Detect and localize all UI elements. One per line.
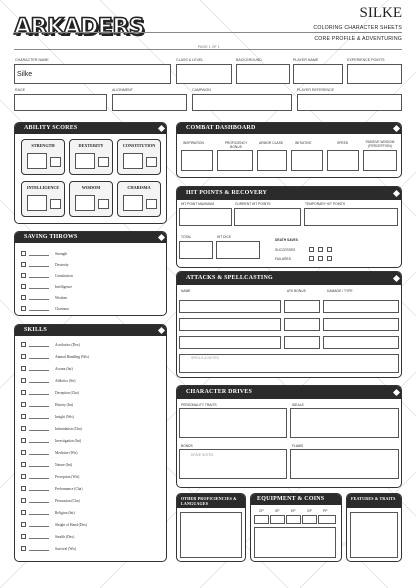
coin-pp-label: PP: [323, 509, 328, 513]
saving-throw-label: Wisdom: [55, 296, 68, 300]
skill-label: Intimidation (Cha): [55, 427, 82, 431]
skill-mod[interactable]: [29, 509, 49, 515]
saving-throw-mod[interactable]: [29, 261, 49, 267]
attack-name-field[interactable]: [179, 300, 281, 313]
death-success-1[interactable]: [309, 247, 314, 252]
skill-mod[interactable]: [29, 341, 49, 347]
saving-throw-label: Charisma: [55, 307, 69, 311]
saving-throw-label: Constitution: [55, 274, 73, 278]
coin-ep-label: EP: [291, 509, 296, 513]
saving-throw-mod[interactable]: [29, 294, 49, 300]
attack-bonus-field[interactable]: [284, 336, 320, 349]
ideals-label: IDEALS: [292, 403, 304, 407]
sheet-name: SILKE: [359, 5, 402, 21]
player-name-label: PLAYER NAME: [293, 58, 319, 62]
hp-temp-field[interactable]: [304, 208, 398, 226]
combat-dashboard-title: COMBAT DASHBOARD: [186, 125, 256, 131]
skills-title: SKILLS: [24, 327, 47, 333]
ability-dexterity-label: DEXTERITY: [78, 143, 104, 148]
hit-points-header: [177, 187, 401, 200]
hit-points-title: HIT POINTS & RECOVERY: [186, 190, 268, 196]
saving-throws-panel: [14, 231, 167, 316]
diamond-icon: [158, 125, 165, 132]
coin-sp-field[interactable]: [270, 515, 285, 524]
personality-traits-label: PERSONALITY TRAITS: [181, 403, 217, 407]
character-name-field[interactable]: [14, 64, 171, 84]
features-header: [347, 494, 401, 508]
skill-checkbox[interactable]: [21, 462, 26, 467]
ability-scores-title: ABILITY SCORES: [24, 125, 78, 131]
passive-wisdom-label: PASSIVE WISDOM (PERCEPTION): [365, 140, 395, 148]
skill-checkbox[interactable]: [21, 426, 26, 431]
coin-pp-field[interactable]: [318, 515, 336, 524]
skill-checkbox[interactable]: [21, 474, 26, 479]
skill-label: Religion (Int): [55, 511, 75, 515]
skill-label: Stealth (Dex): [55, 535, 75, 539]
armor-class-field[interactable]: [257, 150, 287, 171]
background-field[interactable]: [236, 64, 290, 84]
skill-checkbox[interactable]: [21, 378, 26, 383]
combat-dashboard-header: [177, 123, 401, 134]
class-level-field[interactable]: [176, 64, 232, 84]
skill-label: Sleight of Hand (Dex): [55, 523, 88, 527]
equipment-title: EQUIPMENT & COINS: [257, 496, 325, 502]
ability-charisma-label: CHARISMA: [127, 185, 151, 190]
death-saves-label: DEATH SAVES: [275, 238, 298, 242]
hp-max-field[interactable]: [179, 208, 232, 226]
skill-mod[interactable]: [29, 449, 49, 455]
equipment-header: [251, 494, 341, 505]
class-level-label: CLASS & LEVEL: [176, 58, 204, 62]
attack-damage-header: DAMAGE / TYPE: [327, 289, 353, 293]
ability-constitution[interactable]: [117, 139, 161, 175]
skill-checkbox[interactable]: [21, 354, 26, 359]
flaws-field[interactable]: [290, 449, 399, 479]
attacks-panel: [176, 271, 402, 378]
diamond-icon: [158, 234, 165, 241]
hit-dice-total-label: TOTAL: [181, 235, 192, 239]
diamond-icon: [393, 275, 400, 282]
initiative-field[interactable]: [291, 150, 323, 171]
speed-label: SPEED: [337, 141, 349, 145]
attack-bonus-field[interactable]: [284, 318, 320, 331]
diamond-icon: [393, 389, 400, 396]
hit-points-panel: [176, 186, 402, 268]
saving-throw-mod[interactable]: [29, 272, 49, 278]
hit-dice-field[interactable]: [216, 241, 260, 259]
ability-wisdom[interactable]: [69, 181, 113, 217]
ability-mod-box[interactable]: [98, 199, 109, 209]
ability-mod-box[interactable]: [50, 199, 61, 209]
skill-label: Persuasion (Cha): [55, 499, 80, 503]
skill-mod[interactable]: [29, 425, 49, 431]
saving-throws-title: SAVING THROWS: [24, 234, 78, 240]
ability-scores-panel: [14, 122, 167, 224]
death-saves-successes-label: SUCCESSES: [275, 248, 296, 252]
character-name-label: CHARACTER NAME: [15, 58, 49, 62]
coin-cp-label: CP: [259, 509, 264, 513]
page-number: PAGE 1 OF 1: [198, 45, 220, 49]
skill-mod[interactable]: [29, 377, 49, 383]
skill-checkbox[interactable]: [21, 402, 26, 407]
hit-dice-label: HIT DICE: [217, 235, 232, 239]
skill-label: Insight (Wis): [55, 415, 74, 419]
attack-bonus-header: ATK BONUS: [287, 289, 306, 293]
diamond-icon: [158, 327, 165, 334]
skills-header: [15, 325, 166, 336]
ability-dexterity[interactable]: [69, 139, 113, 175]
saving-throw-checkbox[interactable]: [21, 251, 26, 256]
skill-label: Arcana (Int): [55, 367, 73, 371]
attack-name-field[interactable]: [179, 336, 281, 349]
skill-checkbox[interactable]: [21, 342, 26, 347]
attack-notes-label: SPELLS & NOTES: [191, 356, 219, 360]
skill-mod[interactable]: [29, 437, 49, 443]
diamond-icon: [393, 125, 400, 132]
features-field[interactable]: [350, 512, 398, 558]
hp-max-label: HIT POINT MAXIMUM: [181, 202, 215, 206]
hit-dice-total-field[interactable]: [179, 241, 213, 259]
coin-ep-field[interactable]: [286, 515, 301, 524]
skill-label: History (Int): [55, 403, 74, 407]
saving-throw-mod[interactable]: [29, 283, 49, 289]
other-proficiencies-header: [177, 494, 245, 508]
attack-name-field[interactable]: [179, 318, 281, 331]
diamond-icon: [393, 190, 400, 197]
skill-label: Performance (Cha): [55, 487, 83, 491]
skill-checkbox[interactable]: [21, 450, 26, 455]
bonds-label: BONDS: [181, 444, 193, 448]
attacks-header: [177, 272, 401, 285]
saving-throw-checkbox[interactable]: [21, 306, 26, 311]
drive-notes-label: DRIVE NOTES: [191, 453, 214, 457]
sheet-subtitle: COLORING CHARACTER SHEETS: [313, 25, 402, 31]
campaign-field[interactable]: [192, 94, 292, 111]
saving-throws-header: [15, 232, 166, 243]
skill-label: Animal Handling (Wis): [55, 355, 89, 359]
ability-constitution-label: CONSTITUTION: [122, 143, 156, 148]
skill-checkbox[interactable]: [21, 486, 26, 491]
header-rule-lower: [14, 49, 402, 50]
coin-gp-field[interactable]: [302, 515, 317, 524]
ability-mod-box[interactable]: [146, 157, 157, 167]
race-field[interactable]: [14, 94, 107, 111]
skill-mod[interactable]: [29, 401, 49, 407]
ability-score-box[interactable]: [123, 153, 143, 169]
equipment-panel: [250, 493, 342, 562]
personality-traits-field[interactable]: [179, 408, 287, 438]
death-failure-3[interactable]: [327, 256, 332, 261]
saving-throw-checkbox[interactable]: [21, 273, 26, 278]
character-drives-title: CHARACTER DRIVES: [186, 389, 253, 395]
skill-checkbox[interactable]: [21, 546, 26, 551]
experience-field[interactable]: [347, 64, 402, 84]
skill-checkbox[interactable]: [21, 522, 26, 527]
skill-label: Acrobatics (Dex): [55, 343, 80, 347]
ability-charisma[interactable]: [117, 181, 161, 217]
inspiration-field[interactable]: [181, 150, 213, 171]
flaws-label: FLAWS: [292, 444, 304, 448]
skill-label: Investigation (Int): [55, 439, 82, 443]
skill-checkbox[interactable]: [21, 414, 26, 419]
saving-throw-checkbox[interactable]: [21, 295, 26, 300]
passive-wisdom-field[interactable]: [363, 150, 397, 171]
ability-mod-box[interactable]: [98, 157, 109, 167]
coin-sp-label: SP: [275, 509, 280, 513]
features-title: FEATURES & TRAITS: [351, 496, 396, 501]
player-reference-field[interactable]: [297, 94, 402, 111]
attack-bonus-field[interactable]: [284, 300, 320, 313]
experience-label: EXPERIENCE POINTS: [347, 58, 385, 62]
ability-mod-box[interactable]: [146, 199, 157, 209]
other-proficiencies-panel: [176, 493, 246, 562]
campaign-label: CAMPAIGN: [192, 88, 211, 92]
skill-checkbox[interactable]: [21, 498, 26, 503]
attack-name-header: NAME: [181, 289, 191, 293]
saving-throw-label: Dexterity: [55, 263, 69, 267]
ability-score-box[interactable]: [75, 195, 95, 211]
attack-damage-field[interactable]: [323, 336, 399, 349]
skill-mod[interactable]: [29, 533, 49, 539]
ability-score-box[interactable]: [123, 195, 143, 211]
ideals-field[interactable]: [290, 408, 399, 438]
attacks-title: ATTACKS & SPELLCASTING: [186, 275, 273, 281]
attack-damage-field[interactable]: [323, 300, 399, 313]
death-success-2[interactable]: [318, 247, 323, 252]
ability-score-box[interactable]: [27, 195, 47, 211]
alignment-field[interactable]: [112, 94, 187, 111]
player-reference-label: PLAYER REFERENCE: [297, 88, 335, 92]
death-failure-2[interactable]: [318, 256, 323, 261]
hp-temp-label: TEMPORARY HIT POINTS: [305, 202, 346, 206]
ability-intelligence-label: INTELLIGENCE: [26, 185, 60, 190]
skill-mod[interactable]: [29, 353, 49, 359]
hp-current-field[interactable]: [234, 208, 301, 226]
death-saves-failures-label: FAILURES: [275, 257, 291, 261]
other-proficiencies-field[interactable]: [180, 512, 242, 558]
ability-score-box[interactable]: [27, 153, 47, 169]
skill-label: Athletics (Str): [55, 379, 76, 383]
death-success-3[interactable]: [327, 247, 332, 252]
ability-scores-header: [15, 123, 166, 134]
features-panel: [346, 493, 402, 562]
player-name-field[interactable]: [293, 64, 343, 84]
skill-checkbox[interactable]: [21, 366, 26, 371]
header-rule: [14, 32, 402, 33]
skills-panel: [14, 324, 167, 562]
saving-throw-label: Intelligence: [55, 285, 72, 289]
skill-mod[interactable]: [29, 413, 49, 419]
saving-throw-mod[interactable]: [29, 305, 49, 311]
race-label: RACE: [15, 88, 25, 92]
initiative-label: INITIATIVE: [295, 141, 312, 145]
skill-mod[interactable]: [29, 545, 49, 551]
skill-label: Medicine (Wis): [55, 451, 78, 455]
ability-mod-box[interactable]: [50, 157, 61, 167]
skill-mod[interactable]: [29, 521, 49, 527]
ability-strength[interactable]: [21, 139, 65, 175]
skill-mod[interactable]: [29, 461, 49, 467]
saving-throw-checkbox[interactable]: [21, 262, 26, 267]
ability-wisdom-label: WISDOM: [81, 185, 101, 190]
saving-throw-checkbox[interactable]: [21, 284, 26, 289]
character-name-value: Silke: [17, 71, 33, 78]
sheet-section-title: CORE PROFILE & ADVENTURING: [314, 36, 402, 42]
skill-label: Nature (Int): [55, 463, 73, 467]
coin-gp-label: GP: [307, 509, 312, 513]
skill-mod[interactable]: [29, 497, 49, 503]
character-drives-panel: [176, 385, 402, 488]
other-proficiencies-title: OTHER PROFICIENCIES & LANGUAGES: [181, 496, 237, 506]
ability-intelligence[interactable]: [21, 181, 65, 217]
ability-strength-label: STRENGTH: [31, 143, 55, 148]
saving-throw-mod[interactable]: [29, 250, 49, 256]
skill-checkbox[interactable]: [21, 438, 26, 443]
alignment-label: ALIGNMENT: [112, 88, 133, 92]
skill-mod[interactable]: [29, 473, 49, 479]
skill-mod[interactable]: [29, 365, 49, 371]
equipment-field[interactable]: [254, 527, 336, 558]
character-drives-header: [177, 386, 401, 399]
inspiration-label: INSPIRATION: [183, 141, 204, 145]
combat-dashboard-panel: [176, 122, 402, 178]
proficiency-bonus-label: PROFICIENCY BONUS: [224, 141, 248, 149]
skill-mod[interactable]: [29, 389, 49, 395]
skill-checkbox[interactable]: [21, 390, 26, 395]
death-failure-1[interactable]: [309, 256, 314, 261]
skill-mod[interactable]: [29, 485, 49, 491]
skill-label: Survival (Wis): [55, 547, 77, 551]
arkaders-logo: ARKADERS: [14, 15, 145, 40]
skill-checkbox[interactable]: [21, 510, 26, 515]
speed-field[interactable]: [327, 150, 359, 171]
armor-class-label: ARMOR CLASS: [259, 141, 283, 145]
saving-throw-label: Strength: [55, 252, 68, 256]
ability-score-box[interactable]: [75, 153, 95, 169]
skill-checkbox[interactable]: [21, 534, 26, 539]
skill-label: Perception (Wis): [55, 475, 80, 479]
hp-current-label: CURRENT HIT POINTS: [235, 202, 271, 206]
proficiency-bonus-field[interactable]: [217, 150, 253, 171]
skill-label: Deception (Cha): [55, 391, 79, 395]
coin-cp-field[interactable]: [254, 515, 269, 524]
attack-damage-field[interactable]: [323, 318, 399, 331]
background-label: BACKGROUND: [236, 58, 262, 62]
